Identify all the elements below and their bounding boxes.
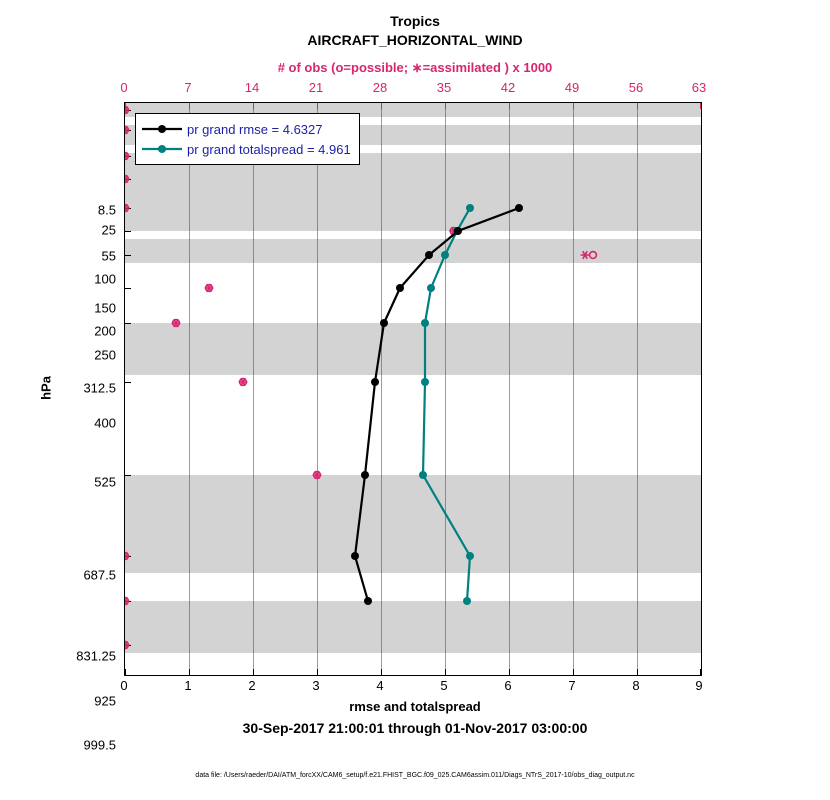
legend xyxy=(135,113,360,165)
y-axis-tick-label: 525 xyxy=(94,474,116,490)
y-axis-tick-label: 55 xyxy=(101,248,116,264)
bottom-axis-tick-label: 5 xyxy=(440,678,448,693)
y-axis-label: hPa xyxy=(38,376,54,400)
obs-marker xyxy=(125,106,129,114)
top-axis-tick-label: 35 xyxy=(436,80,452,95)
y-axis-tick-label: 150 xyxy=(94,300,116,316)
bottom-axis-tick-label: 3 xyxy=(312,678,320,693)
top-axis-tick-label: 42 xyxy=(500,80,516,95)
legend-label: pr grand totalspread = 4.961 xyxy=(187,141,351,157)
bottom-axis-tick-label: 6 xyxy=(504,678,512,693)
obs-marker xyxy=(125,152,129,160)
top-axis-tick-label: 0 xyxy=(120,80,128,95)
top-axis-tick-label: 56 xyxy=(628,80,644,95)
legend-item-totalspread[interactable] xyxy=(141,139,351,159)
top-axis-tick-label: 7 xyxy=(184,80,192,95)
legend-label: pr grand rmse = 4.6327 xyxy=(187,121,323,137)
series-line-totalspread xyxy=(423,208,470,601)
y-axis-tick-label: 100 xyxy=(94,271,116,287)
plot-area xyxy=(124,102,702,676)
top-axis-tick-label: 14 xyxy=(244,80,260,95)
y-axis-tick-label: 8.5 xyxy=(97,202,116,218)
obs-marker xyxy=(313,471,322,479)
series-markers-rmse xyxy=(351,204,523,605)
y-axis-tick-label: 250 xyxy=(94,347,116,363)
obs-marker xyxy=(239,378,248,386)
bottom-axis-tick-label: 0 xyxy=(120,678,128,693)
obs-marker xyxy=(125,175,129,183)
obs-marker xyxy=(581,251,597,259)
top-axis-tick-label: 63 xyxy=(691,80,707,95)
y-axis-tick-label: 831.25 xyxy=(76,648,116,664)
obs-marker-group xyxy=(125,106,596,649)
chart-title-block xyxy=(0,12,830,50)
obs-marker xyxy=(125,126,129,134)
y-axis-tick-label: 999.5 xyxy=(83,737,116,753)
obs-marker xyxy=(125,641,129,649)
top-axis-label: # of obs (o=possible; ∗=assimilated ) x 1000 xyxy=(277,60,553,75)
series-markers-totalspread xyxy=(419,204,474,605)
obs-marker xyxy=(125,204,129,212)
y-axis-tick-label: 200 xyxy=(94,323,116,339)
top-axis-tick-label: 49 xyxy=(564,80,580,95)
page-title: Tropics xyxy=(390,13,440,29)
legend-swatch-line-black xyxy=(141,122,183,136)
bottom-axis-tick-label: 1 xyxy=(184,678,192,693)
bottom-axis-tick-label: 4 xyxy=(376,678,384,693)
date-range-label: 30-Sep-2017 21:00:01 through 01-Nov-2017 03:00:00 xyxy=(242,720,588,736)
legend-swatch-line-teal xyxy=(141,142,183,156)
y-axis-tick-label: 687.5 xyxy=(83,567,116,583)
obs-marker xyxy=(205,284,214,292)
y-axis-tick-label: 925 xyxy=(94,693,116,709)
bottom-axis-tick-label: 2 xyxy=(248,678,256,693)
y-axis-tick-label: 25 xyxy=(101,222,116,238)
chart-subtitle: AIRCRAFT_HORIZONTAL_WIND xyxy=(307,32,523,48)
bottom-axis-tick-label: 7 xyxy=(568,678,576,693)
data-file-label: data file: /Users/raeder/DAI/ATM_forcXX/CAM6_setup/f.e21.FHIST_BGC.f09_025.CAM6assim.011/Diags_NTrS_2017-10/obs_diag_output.nc xyxy=(195,772,635,779)
y-axis-tick-label: 400 xyxy=(94,415,116,431)
series-line-rmse xyxy=(355,208,519,601)
data-layer xyxy=(125,103,701,675)
obs-marker xyxy=(172,319,181,327)
bottom-axis-tick-label: 8 xyxy=(632,678,640,693)
obs-marker xyxy=(125,552,129,560)
legend-item-rmse[interactable] xyxy=(141,119,351,139)
y-axis-tick-label: 312.5 xyxy=(83,380,116,396)
bottom-axis-tick-label: 9 xyxy=(695,678,703,693)
x-axis-label: rmse and totalspread xyxy=(349,699,481,714)
obs-marker xyxy=(125,597,129,605)
top-axis-tick-label: 28 xyxy=(372,80,388,95)
top-axis-tick-label: 21 xyxy=(308,80,324,95)
